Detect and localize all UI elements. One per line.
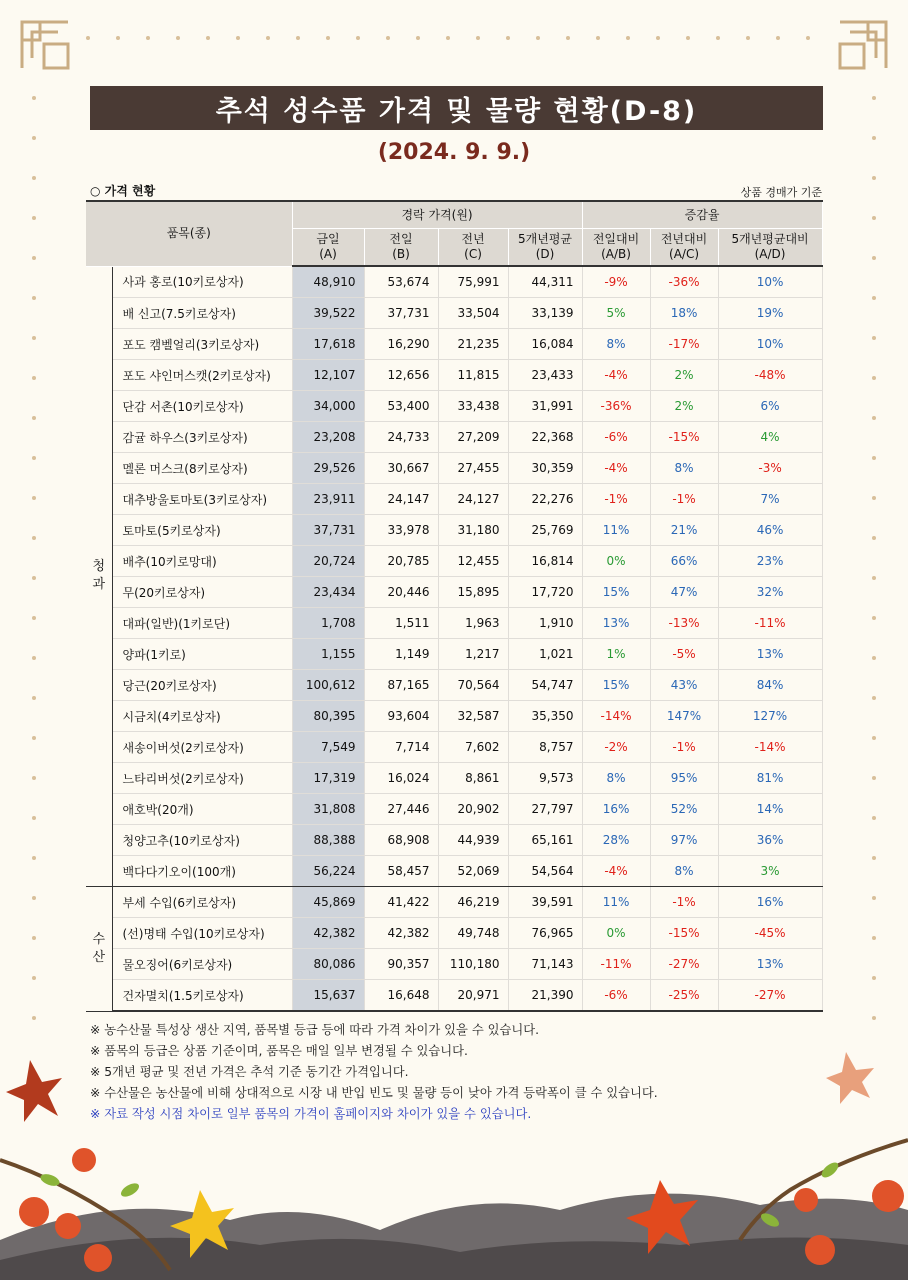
- change-vs-prev-year: 2%: [650, 360, 718, 391]
- report-date: (2024. 9. 9.): [377, 140, 531, 165]
- item-name: 멜론 머스크(8키로상자): [112, 453, 292, 484]
- item-name: 포도 샤인머스캣(2키로상자): [112, 360, 292, 391]
- table-row: [86, 794, 822, 825]
- price-today: 42,382: [292, 918, 364, 949]
- change-vs-prev-day: 11%: [582, 515, 650, 546]
- item-name: 건자멸치(1.5키로상자): [112, 980, 292, 1012]
- price-prev-day: 1,149: [364, 639, 438, 670]
- change-vs-prev-day: 0%: [582, 546, 650, 577]
- price-prev-year: 44,939: [438, 825, 508, 856]
- header-vs-prev-day: 전일대비 (A/B): [582, 229, 650, 267]
- item-name: 토마토(5키로상자): [112, 515, 292, 546]
- change-vs-prev-year: 52%: [650, 794, 718, 825]
- price-prev-year: 33,504: [438, 298, 508, 329]
- page-title: 추석 성수품 가격 및 물량 현황(D-8): [90, 86, 823, 130]
- item-name: 물오징어(6키로상자): [112, 949, 292, 980]
- change-vs-prev-day: 28%: [582, 825, 650, 856]
- header-row-group: [86, 201, 822, 229]
- change-vs-prev-year: -13%: [650, 608, 718, 639]
- table-row: [86, 639, 822, 670]
- change-vs-prev-day: -36%: [582, 391, 650, 422]
- item-name: 배추(10키로망대): [112, 546, 292, 577]
- change-vs-prev-day: -11%: [582, 949, 650, 980]
- price-prev-year: 46,219: [438, 887, 508, 918]
- change-vs-prev-year: -1%: [650, 887, 718, 918]
- table-row: [86, 577, 822, 608]
- price-today: 15,637: [292, 980, 364, 1012]
- price-prev-day: 16,024: [364, 763, 438, 794]
- price-prev-day: 30,667: [364, 453, 438, 484]
- price-today: 20,724: [292, 546, 364, 577]
- change-vs-5yr-avg: 32%: [718, 577, 822, 608]
- price-prev-year: 1,217: [438, 639, 508, 670]
- change-vs-prev-day: 5%: [582, 298, 650, 329]
- change-vs-prev-year: 8%: [650, 453, 718, 484]
- header-prev-day: 전일 (B): [364, 229, 438, 267]
- change-vs-prev-year: -17%: [650, 329, 718, 360]
- price-5yr-avg: 65,161: [508, 825, 582, 856]
- item-name: 사과 홍로(10키로상자): [112, 266, 292, 298]
- change-vs-5yr-avg: 19%: [718, 298, 822, 329]
- price-5yr-avg: 30,359: [508, 453, 582, 484]
- table-row: [86, 546, 822, 577]
- item-name: 대파(일반)(1키로단): [112, 608, 292, 639]
- item-name: (선)명태 수입(10키로상자): [112, 918, 292, 949]
- change-vs-prev-year: 8%: [650, 856, 718, 887]
- table-row: [86, 763, 822, 794]
- price-5yr-avg: 1,021: [508, 639, 582, 670]
- item-name: 당근(20키로상자): [112, 670, 292, 701]
- change-vs-5yr-avg: -45%: [718, 918, 822, 949]
- header-change-rate: 증감율: [582, 201, 822, 229]
- price-table-body: [86, 266, 822, 1011]
- price-today: 29,526: [292, 453, 364, 484]
- price-today: 88,388: [292, 825, 364, 856]
- table-row: [86, 484, 822, 515]
- change-vs-5yr-avg: -11%: [718, 608, 822, 639]
- price-5yr-avg: 17,720: [508, 577, 582, 608]
- change-vs-5yr-avg: 14%: [718, 794, 822, 825]
- change-vs-prev-year: -15%: [650, 422, 718, 453]
- change-vs-prev-day: 11%: [582, 887, 650, 918]
- table-row: [86, 980, 822, 1012]
- price-prev-year: 24,127: [438, 484, 508, 515]
- price-prev-year: 21,235: [438, 329, 508, 360]
- change-vs-5yr-avg: -3%: [718, 453, 822, 484]
- table-row: [86, 422, 822, 453]
- price-prev-year: 75,991: [438, 266, 508, 298]
- change-vs-prev-year: -1%: [650, 732, 718, 763]
- price-prev-year: 1,963: [438, 608, 508, 639]
- change-vs-5yr-avg: -14%: [718, 732, 822, 763]
- price-today: 23,911: [292, 484, 364, 515]
- change-vs-prev-year: 2%: [650, 391, 718, 422]
- price-prev-day: 58,457: [364, 856, 438, 887]
- price-5yr-avg: 54,564: [508, 856, 582, 887]
- price-prev-year: 49,748: [438, 918, 508, 949]
- price-today: 80,395: [292, 701, 364, 732]
- item-name: 단감 서촌(10키로상자): [112, 391, 292, 422]
- price-5yr-avg: 22,368: [508, 422, 582, 453]
- price-prev-year: 27,455: [438, 453, 508, 484]
- price-5yr-avg: 9,573: [508, 763, 582, 794]
- price-prev-year: 20,902: [438, 794, 508, 825]
- price-today: 23,434: [292, 577, 364, 608]
- footnotes: [90, 1020, 658, 1125]
- change-vs-prev-day: -2%: [582, 732, 650, 763]
- change-vs-5yr-avg: 23%: [718, 546, 822, 577]
- price-prev-day: 53,674: [364, 266, 438, 298]
- change-vs-5yr-avg: 6%: [718, 391, 822, 422]
- price-today: 1,708: [292, 608, 364, 639]
- price-basis: 상품 경매가 기준: [740, 186, 822, 199]
- price-prev-day: 33,978: [364, 515, 438, 546]
- table-row: [86, 918, 822, 949]
- price-today: 56,224: [292, 856, 364, 887]
- change-vs-5yr-avg: 7%: [718, 484, 822, 515]
- change-vs-5yr-avg: 4%: [718, 422, 822, 453]
- price-today: 45,869: [292, 887, 364, 918]
- price-5yr-avg: 1,910: [508, 608, 582, 639]
- change-vs-prev-day: -6%: [582, 980, 650, 1012]
- change-vs-prev-day: 15%: [582, 670, 650, 701]
- item-name: 포도 캠벨얼리(3키로상자): [112, 329, 292, 360]
- change-vs-5yr-avg: -27%: [718, 980, 822, 1012]
- table-row: [86, 732, 822, 763]
- price-prev-year: 31,180: [438, 515, 508, 546]
- change-vs-5yr-avg: 10%: [718, 329, 822, 360]
- change-vs-prev-day: -9%: [582, 266, 650, 298]
- item-name: 느타리버섯(2키로상자): [112, 763, 292, 794]
- change-vs-5yr-avg: 84%: [718, 670, 822, 701]
- footnote: ※ 수산물은 농산물에 비해 상대적으로 시장 내 반입 빈도 및 물량 등이 낮아 가격 등락폭이 클 수 있습니다.: [90, 1086, 658, 1100]
- change-vs-prev-year: 43%: [650, 670, 718, 701]
- price-table: [86, 200, 823, 1012]
- header-auction-price: 경락 가격(원): [292, 201, 582, 229]
- change-vs-5yr-avg: 127%: [718, 701, 822, 732]
- change-vs-5yr-avg: 16%: [718, 887, 822, 918]
- price-5yr-avg: 71,143: [508, 949, 582, 980]
- price-today: 37,731: [292, 515, 364, 546]
- price-today: 34,000: [292, 391, 364, 422]
- table-row: [86, 608, 822, 639]
- change-vs-prev-year: -1%: [650, 484, 718, 515]
- table-row: [86, 453, 822, 484]
- change-vs-prev-day: 1%: [582, 639, 650, 670]
- price-prev-year: 15,895: [438, 577, 508, 608]
- item-name: 시금치(4키로상자): [112, 701, 292, 732]
- price-prev-day: 90,357: [364, 949, 438, 980]
- price-prev-year: 52,069: [438, 856, 508, 887]
- section-label: ○ 가격 현황: [90, 184, 156, 198]
- table-row: [86, 856, 822, 887]
- change-vs-prev-year: 66%: [650, 546, 718, 577]
- price-5yr-avg: 21,390: [508, 980, 582, 1012]
- change-vs-prev-year: -25%: [650, 980, 718, 1012]
- price-prev-day: 20,785: [364, 546, 438, 577]
- price-prev-year: 12,455: [438, 546, 508, 577]
- item-name: 부세 수입(6키로상자): [112, 887, 292, 918]
- change-vs-prev-day: 15%: [582, 577, 650, 608]
- table-row: [86, 825, 822, 856]
- change-vs-5yr-avg: 13%: [718, 639, 822, 670]
- change-vs-5yr-avg: -48%: [718, 360, 822, 391]
- price-today: 12,107: [292, 360, 364, 391]
- price-prev-year: 27,209: [438, 422, 508, 453]
- price-prev-day: 16,648: [364, 980, 438, 1012]
- change-vs-prev-year: -15%: [650, 918, 718, 949]
- item-name: 백다다기오이(100개): [112, 856, 292, 887]
- change-vs-prev-year: 21%: [650, 515, 718, 546]
- change-vs-prev-day: 0%: [582, 918, 650, 949]
- price-prev-year: 20,971: [438, 980, 508, 1012]
- price-prev-year: 11,815: [438, 360, 508, 391]
- item-name: 애호박(20개): [112, 794, 292, 825]
- price-prev-day: 41,422: [364, 887, 438, 918]
- price-5yr-avg: 31,991: [508, 391, 582, 422]
- price-today: 17,618: [292, 329, 364, 360]
- price-5yr-avg: 16,814: [508, 546, 582, 577]
- table-row: [86, 515, 822, 546]
- price-5yr-avg: 39,591: [508, 887, 582, 918]
- price-prev-day: 12,656: [364, 360, 438, 391]
- table-row: [86, 949, 822, 980]
- footnote: ※ 농수산물 특성상 생산 지역, 품목별 등급 등에 따라 가격 차이가 있을 수 있습니다.: [90, 1023, 540, 1037]
- header-prev-year: 전년 (C): [438, 229, 508, 267]
- header-vs-prev-year: 전년대비 (A/C): [650, 229, 718, 267]
- header-vs-5yr-avg: 5개년평균대비 (A/D): [718, 229, 822, 267]
- change-vs-prev-day: -4%: [582, 453, 650, 484]
- footnote-highlight: ※ 자료 작성 시점 차이로 일부 품목의 가격이 홈페이지와 차이가 있을 수 있습니다.: [90, 1107, 532, 1121]
- price-prev-day: 93,604: [364, 701, 438, 732]
- price-prev-day: 37,731: [364, 298, 438, 329]
- change-vs-prev-day: -4%: [582, 856, 650, 887]
- table-row: [86, 266, 822, 298]
- price-prev-day: 53,400: [364, 391, 438, 422]
- price-5yr-avg: 33,139: [508, 298, 582, 329]
- change-vs-5yr-avg: 13%: [718, 949, 822, 980]
- change-vs-prev-year: -5%: [650, 639, 718, 670]
- price-prev-day: 24,733: [364, 422, 438, 453]
- price-prev-day: 24,147: [364, 484, 438, 515]
- change-vs-prev-year: 47%: [650, 577, 718, 608]
- item-name: 새송이버섯(2키로상자): [112, 732, 292, 763]
- change-vs-prev-day: 8%: [582, 329, 650, 360]
- price-today: 17,319: [292, 763, 364, 794]
- price-today: 48,910: [292, 266, 364, 298]
- header-today: 금일 (A): [292, 229, 364, 267]
- price-prev-year: 8,861: [438, 763, 508, 794]
- category-label: 수산: [86, 887, 112, 1012]
- price-5yr-avg: 27,797: [508, 794, 582, 825]
- header-item: 품목(종): [86, 201, 292, 266]
- price-prev-year: 32,587: [438, 701, 508, 732]
- item-name: 무(20키로상자): [112, 577, 292, 608]
- table-row: [86, 329, 822, 360]
- table-row: [86, 360, 822, 391]
- price-today: 100,612: [292, 670, 364, 701]
- change-vs-prev-year: 147%: [650, 701, 718, 732]
- change-vs-5yr-avg: 36%: [718, 825, 822, 856]
- item-name: 배 신고(7.5키로상자): [112, 298, 292, 329]
- price-prev-day: 42,382: [364, 918, 438, 949]
- change-vs-prev-day: -6%: [582, 422, 650, 453]
- change-vs-prev-day: -4%: [582, 360, 650, 391]
- table-row: [86, 887, 822, 918]
- price-5yr-avg: 22,276: [508, 484, 582, 515]
- item-name: 청양고추(10키로상자): [112, 825, 292, 856]
- price-prev-day: 20,446: [364, 577, 438, 608]
- price-prev-year: 110,180: [438, 949, 508, 980]
- price-5yr-avg: 35,350: [508, 701, 582, 732]
- price-5yr-avg: 16,084: [508, 329, 582, 360]
- change-vs-5yr-avg: 81%: [718, 763, 822, 794]
- change-vs-5yr-avg: 46%: [718, 515, 822, 546]
- price-prev-day: 16,290: [364, 329, 438, 360]
- change-vs-prev-day: 13%: [582, 608, 650, 639]
- price-5yr-avg: 76,965: [508, 918, 582, 949]
- price-5yr-avg: 23,433: [508, 360, 582, 391]
- price-today: 1,155: [292, 639, 364, 670]
- price-prev-day: 87,165: [364, 670, 438, 701]
- price-today: 31,808: [292, 794, 364, 825]
- price-prev-year: 7,602: [438, 732, 508, 763]
- price-prev-day: 1,511: [364, 608, 438, 639]
- table-row: [86, 298, 822, 329]
- change-vs-prev-year: -36%: [650, 266, 718, 298]
- footnote: ※ 5개년 평균 및 전년 가격은 추석 기준 동기간 가격입니다.: [90, 1065, 409, 1079]
- change-vs-prev-year: 95%: [650, 763, 718, 794]
- item-name: 양파(1키로): [112, 639, 292, 670]
- table-row: [86, 391, 822, 422]
- change-vs-prev-year: 97%: [650, 825, 718, 856]
- price-5yr-avg: 44,311: [508, 266, 582, 298]
- price-prev-day: 7,714: [364, 732, 438, 763]
- change-vs-prev-day: 8%: [582, 763, 650, 794]
- price-5yr-avg: 54,747: [508, 670, 582, 701]
- price-today: 80,086: [292, 949, 364, 980]
- item-name: 감귤 하우스(3키로상자): [112, 422, 292, 453]
- change-vs-prev-day: -1%: [582, 484, 650, 515]
- change-vs-prev-year: -27%: [650, 949, 718, 980]
- table-row: [86, 670, 822, 701]
- table-row: [86, 701, 822, 732]
- price-prev-year: 70,564: [438, 670, 508, 701]
- price-prev-day: 68,908: [364, 825, 438, 856]
- change-vs-5yr-avg: 10%: [718, 266, 822, 298]
- header-5yr-avg: 5개년평균 (D): [508, 229, 582, 267]
- price-5yr-avg: 25,769: [508, 515, 582, 546]
- price-today: 7,549: [292, 732, 364, 763]
- price-prev-day: 27,446: [364, 794, 438, 825]
- footnote: ※ 품목의 등급은 상품 기준이며, 품목은 매일 일부 변경될 수 있습니다.: [90, 1044, 468, 1058]
- change-vs-prev-day: -14%: [582, 701, 650, 732]
- price-prev-year: 33,438: [438, 391, 508, 422]
- category-label: 청과: [86, 266, 112, 887]
- price-5yr-avg: 8,757: [508, 732, 582, 763]
- item-name: 대추방울토마토(3키로상자): [112, 484, 292, 515]
- price-today: 39,522: [292, 298, 364, 329]
- change-vs-prev-day: 16%: [582, 794, 650, 825]
- price-today: 23,208: [292, 422, 364, 453]
- change-vs-5yr-avg: 3%: [718, 856, 822, 887]
- change-vs-prev-year: 18%: [650, 298, 718, 329]
